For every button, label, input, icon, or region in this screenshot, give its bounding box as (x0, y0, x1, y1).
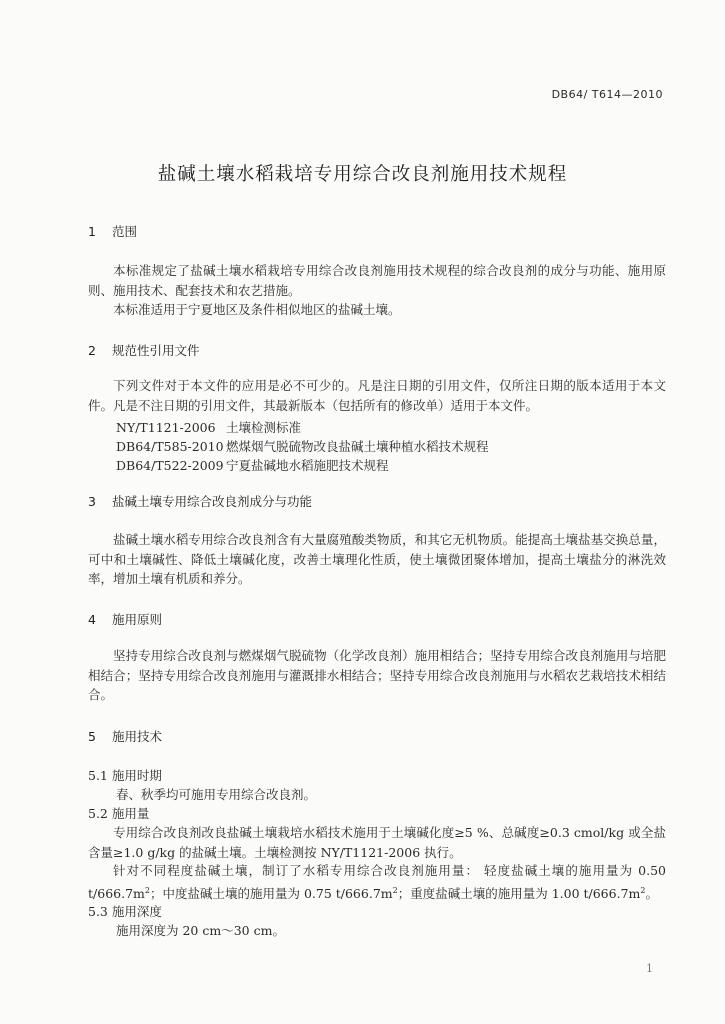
page-number: 1 (646, 962, 653, 975)
section-2-number: 2 (88, 343, 96, 358)
section-1-paragraph-1: 本标准规定了盐碱土壤水稻栽培专用综合改良剂施用技术规程的综合改良剂的成分与功能、施用原则、施用技术、配套技术和农艺措施。 (88, 263, 666, 298)
dosage-text-medium: ；中度盐碱土壤的施用量为 0.75 t/666.7m (149, 885, 393, 901)
subsection-5-2-paragraph-1: 专用综合改良剂改良盐碱土壤栽培水稻技术施用于土壤碱化度≥5 %、总碱度≥0.3 cmol/kg 或全盐含量≥1.0 g/kg 的盐碱土壤。土壤检测按 NY/T1121-2006 执行。 (88, 825, 666, 860)
reference-name: 土壤检测标准 (226, 420, 302, 435)
section-3-paragraph-1: 盐碱土壤水稻专用综合改良剂含有大量腐殖酸类物质，和其它无机物质。能提高土壤盐基交换总量，可中和土壤碱性、降低土壤碱化度，改善土壤理化性质，使土壤微团聚体增加，提高土壤盐分的淋洗效率，增加土壤有机质和养分。 (88, 532, 666, 586)
subsection-5-1-title: 5.1 施用时期 (88, 768, 162, 783)
subsection-5-2-title: 5.2 施用量 (88, 806, 150, 821)
superscript-2: 2 (144, 885, 150, 895)
subsection-5-1-text: 春、秋季均可施用专用综合改良剂。 (116, 787, 317, 802)
section-1-title: 范围 (111, 224, 137, 239)
section-3-title: 盐碱土壤专用综合改良剂成分与功能 (111, 494, 312, 509)
section-4-paragraph-1: 坚持专用综合改良剂与燃煤烟气脱硫物（化学改良剂）施用相结合；坚持专用综合改良剂施用与培肥相结合；坚持专用综合改良剂施用与灌溉排水相结合；坚持专用综合改良剂施用与水稻农艺栽培技术相结合。 (88, 648, 666, 702)
reference-name: 燃煤烟气脱硫物改良盐碱土壤种植水稻技术规程 (226, 439, 489, 454)
section-1-heading (88, 222, 137, 240)
superscript-2: 2 (640, 885, 646, 895)
section-4-heading (88, 610, 162, 628)
section-2-paragraph-1: 下列文件对于本文件的应用是必不可少的。凡是注日期的引用文件，仅所注日期的版本适用于本文件。凡是不注日期的引用文件，其最新版本（包括所有的修改单）适用于本文件。 (88, 378, 666, 413)
section-5-number: 5 (88, 729, 96, 744)
standard-code: DB64/ T614—2010 (551, 88, 663, 101)
dosage-text-light: 针对不同程度盐碱土壤，制订了水稻专用综合改良剂施用量： 轻度盐碱土壤的施用量为 0.50 t/666.7m (88, 863, 666, 901)
reference-code: DB64/T585-2010 (116, 439, 224, 454)
reference-name: 宁夏盐碱地水稻施肥技术规程 (226, 458, 389, 473)
section-4-number: 4 (88, 612, 96, 627)
section-5-heading (88, 727, 162, 745)
reference-code: DB64/T522-2009 (116, 458, 224, 473)
section-4-title: 施用原则 (111, 612, 162, 627)
section-1-number: 1 (88, 224, 96, 239)
section-2-heading (88, 341, 200, 359)
subsection-5-3-text: 施用深度为 20 cm～30 cm。 (116, 923, 285, 938)
reference-code: NY/T1121-2006 (116, 420, 216, 435)
dosage-text-end: 。 (645, 885, 658, 901)
subsection-5-2-paragraph-2 (88, 861, 666, 903)
section-1-paragraph-2: 本标准适用于宁夏地区及条件相似地区的盐碱土壤。 (113, 302, 401, 317)
reference-item (116, 418, 301, 436)
section-5-title: 施用技术 (111, 729, 162, 744)
section-2-title: 规范性引用文件 (111, 343, 200, 358)
reference-item (116, 437, 489, 455)
document-title: 盐碱土壤水稻栽培专用综合改良剂施用技术规程 (157, 164, 568, 185)
subsection-5-3-title: 5.3 施用深度 (88, 904, 162, 919)
section-3-heading (88, 492, 312, 510)
dosage-text-heavy: ；重度盐碱土壤的施用量为 1.00 t/666.7m (397, 885, 641, 901)
reference-item (116, 456, 389, 474)
superscript-2: 2 (392, 885, 398, 895)
section-3-number: 3 (88, 494, 96, 509)
